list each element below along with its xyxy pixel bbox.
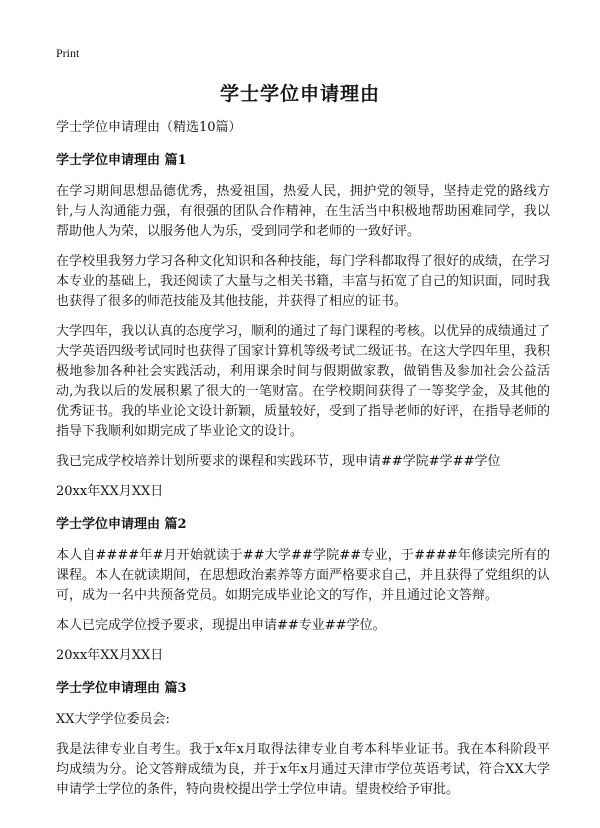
section-heading: 学士学位申请理由 篇2 [56, 517, 187, 532]
paragraph: 本人自####年#月开始就读于##大学##学院##专业，于####年修读完所有的课程。本人在就读期间，在思想政治素养等方面严格要求自己，并且获得了党组织的认可，成为一名中共预备党员。如期完成毕业论文的写作，并且通过论文答辩。 [56, 548, 551, 603]
paragraph: 在学习期间思想品德优秀，热爱祖国，热爱人民，拥护党的领导，坚持走党的路线方针,与人沟通能力强，有很强的团队合作精神，在生活当中积极地帮助困难同学，我以帮助他人为荣，以服务他人为乐，受到同学和老师的一致好评。 [56, 184, 550, 239]
section-1 [56, 151, 550, 502]
salutation: XX大学学位委员会: [56, 712, 170, 727]
paragraph: 本人已完成学位授予要求，现提出申请##专业##学位。 [56, 618, 386, 633]
paragraph: 我已完成学校培养计划所要求的课程和实践环节，现申请##学院#学##学位 [56, 454, 501, 469]
document-body [56, 118, 550, 810]
section-3 [56, 679, 550, 800]
section-heading: 学士学位申请理由 篇1 [56, 153, 187, 168]
paragraph: 在学校里我努力学习各种文化知识和各种技能，每门学科都取得了很好的成绩，在学习本专业的基础上，我还阅读了大量与之相关书籍，丰富与拓宽了自己的知识面，同时我也获得了很多的师范技能及其他技能，并获得了相应的证书。 [56, 254, 551, 309]
paragraph: 大学四年，我以认真的态度学习，顺利的通过了每门课程的考核。以优异的成绩通过了大学英语四级考试同时也获得了国家计算机等级考试二级证书。在这大学四年里，我积极地参加各种社会实践活动，利用课余时间与假期做家教，做销售及参加社会公益活动,为我以后的发展积累了很大的一笔财富。在学校期间获得了一等奖学金，及其他的优秀证书。我的毕业论文设计新颖，质量较好，受到了指导老师的好评，在指导老师的指导下我顺利如期完成了毕业论文的设计。 [56, 324, 551, 439]
date-line: 20xx年XX月XX日 [56, 484, 164, 499]
date-line: 20xx年XX月XX日 [56, 648, 164, 663]
section-2 [56, 515, 550, 666]
document-subtitle: 学士学位申请理由（精选10篇） [56, 120, 242, 135]
section-heading: 学士学位申请理由 篇3 [56, 681, 187, 696]
document-title: 学士学位申请理由 [219, 83, 380, 105]
paragraph: 我是法律专业自考生。我于x年x月取得法律专业自考本科毕业证书。我在本科阶段平均成绩为分。论文答辩成绩为良，并于x年x月通过天津市学位英语考试，符合XX大学申请学士学位的条件，特向贵校提出学士学位申请。望贵校给予审批。 [56, 742, 550, 797]
print-label[interactable]: Print [56, 46, 80, 60]
